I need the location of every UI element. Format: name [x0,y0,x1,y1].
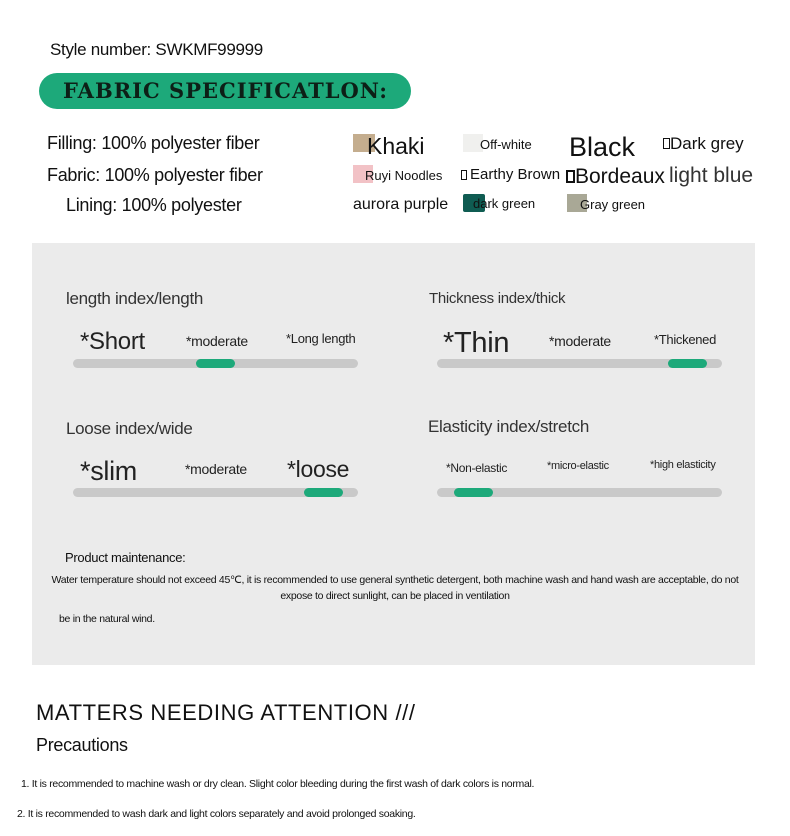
loose-option-slim: *slim [80,456,137,486]
color-light-blue[interactable]: light blue [669,164,754,187]
elasticity-option-micro-elastic: *micro-elastic [547,460,609,472]
elasticity-option-high-elasticity: *high elasticity [650,459,716,471]
fabric-spec-title: FABRIC SPECIFICATLON: [63,78,388,103]
color-black[interactable]: Black [569,132,636,162]
color-dark-green[interactable]: dark green [473,196,536,211]
length-option-long: *Long length [286,331,356,346]
color-khaki[interactable]: Khaki [367,133,425,159]
material-filling: Filling: 100% polyester fiber [47,133,260,153]
index-title-thickness: Thickness index/thick [429,290,566,307]
loose-slider-track [73,488,358,497]
elasticity-option-non-elastic: *Non-elastic [446,461,508,475]
length-option-moderate: *moderate [186,333,248,349]
precautions-heading: Precautions [36,735,128,755]
thickness-option-thin: *Thin [443,327,510,359]
thickness-slider-track [437,359,722,368]
material-lining: Lining: 100% polyester [66,195,242,215]
thickness-slider-fill [668,359,707,368]
style-number: Style number: SWKMF99999 [50,40,263,59]
maintenance-text: Water temperature should not exceed 45℃, it is recommended to use general synthetic detergent, both machine wash and hand wash are acceptable, do not expose to direct sunlight, can be placed in ventilation [51,574,739,602]
color-aurora-purple[interactable]: aurora purple [353,196,449,213]
attention-title: MATTERS NEEDING ATTENTION /// [36,700,416,725]
fabric-spec-banner [39,73,411,109]
loose-slider-fill [304,488,343,497]
thickness-option-thickened: *Thickened [654,332,717,347]
index-title-loose: Loose index/wide [66,419,193,438]
maintenance-title: Product maintenance: [65,550,186,565]
length-option-short: *Short [80,328,145,355]
color-ruyi-noodles[interactable]: Ruyi Noodles [365,168,443,183]
maintenance-text-continued: be in the natural wind. [59,613,155,625]
elasticity-slider-track [437,488,722,497]
color-off-white[interactable]: Off-white [480,137,532,152]
elasticity-slider-fill [454,488,493,497]
index-title-length: length index/length [66,289,204,308]
precaution-note-2: 2. It is recommended to wash dark and light colors separately and avoid prolonged soaking. [17,808,416,820]
color-swatch-earthy-brown [461,170,467,180]
loose-option-loose: *loose [287,456,350,482]
color-swatch-bordeaux [566,170,575,183]
index-title-elasticity: Elasticity index/stretch [428,417,589,436]
color-earthy-brown[interactable]: Earthy Brown [470,166,561,183]
length-slider-fill [196,359,235,368]
length-slider-track [73,359,358,368]
loose-option-moderate: *moderate [185,461,247,477]
precaution-note-1: 1. It is recommended to machine wash or dry clean. Slight color bleeding during the first wash of dark colors is normal. [21,778,535,790]
material-fabric: Fabric: 100% polyester fiber [47,165,263,185]
color-swatch-dark-grey [663,138,670,149]
color-bordeaux[interactable]: Bordeaux [575,165,665,188]
thickness-option-moderate: *moderate [549,333,611,349]
color-gray-green[interactable]: Gray green [580,197,646,212]
color-dark-grey[interactable]: Dark grey [670,134,744,153]
